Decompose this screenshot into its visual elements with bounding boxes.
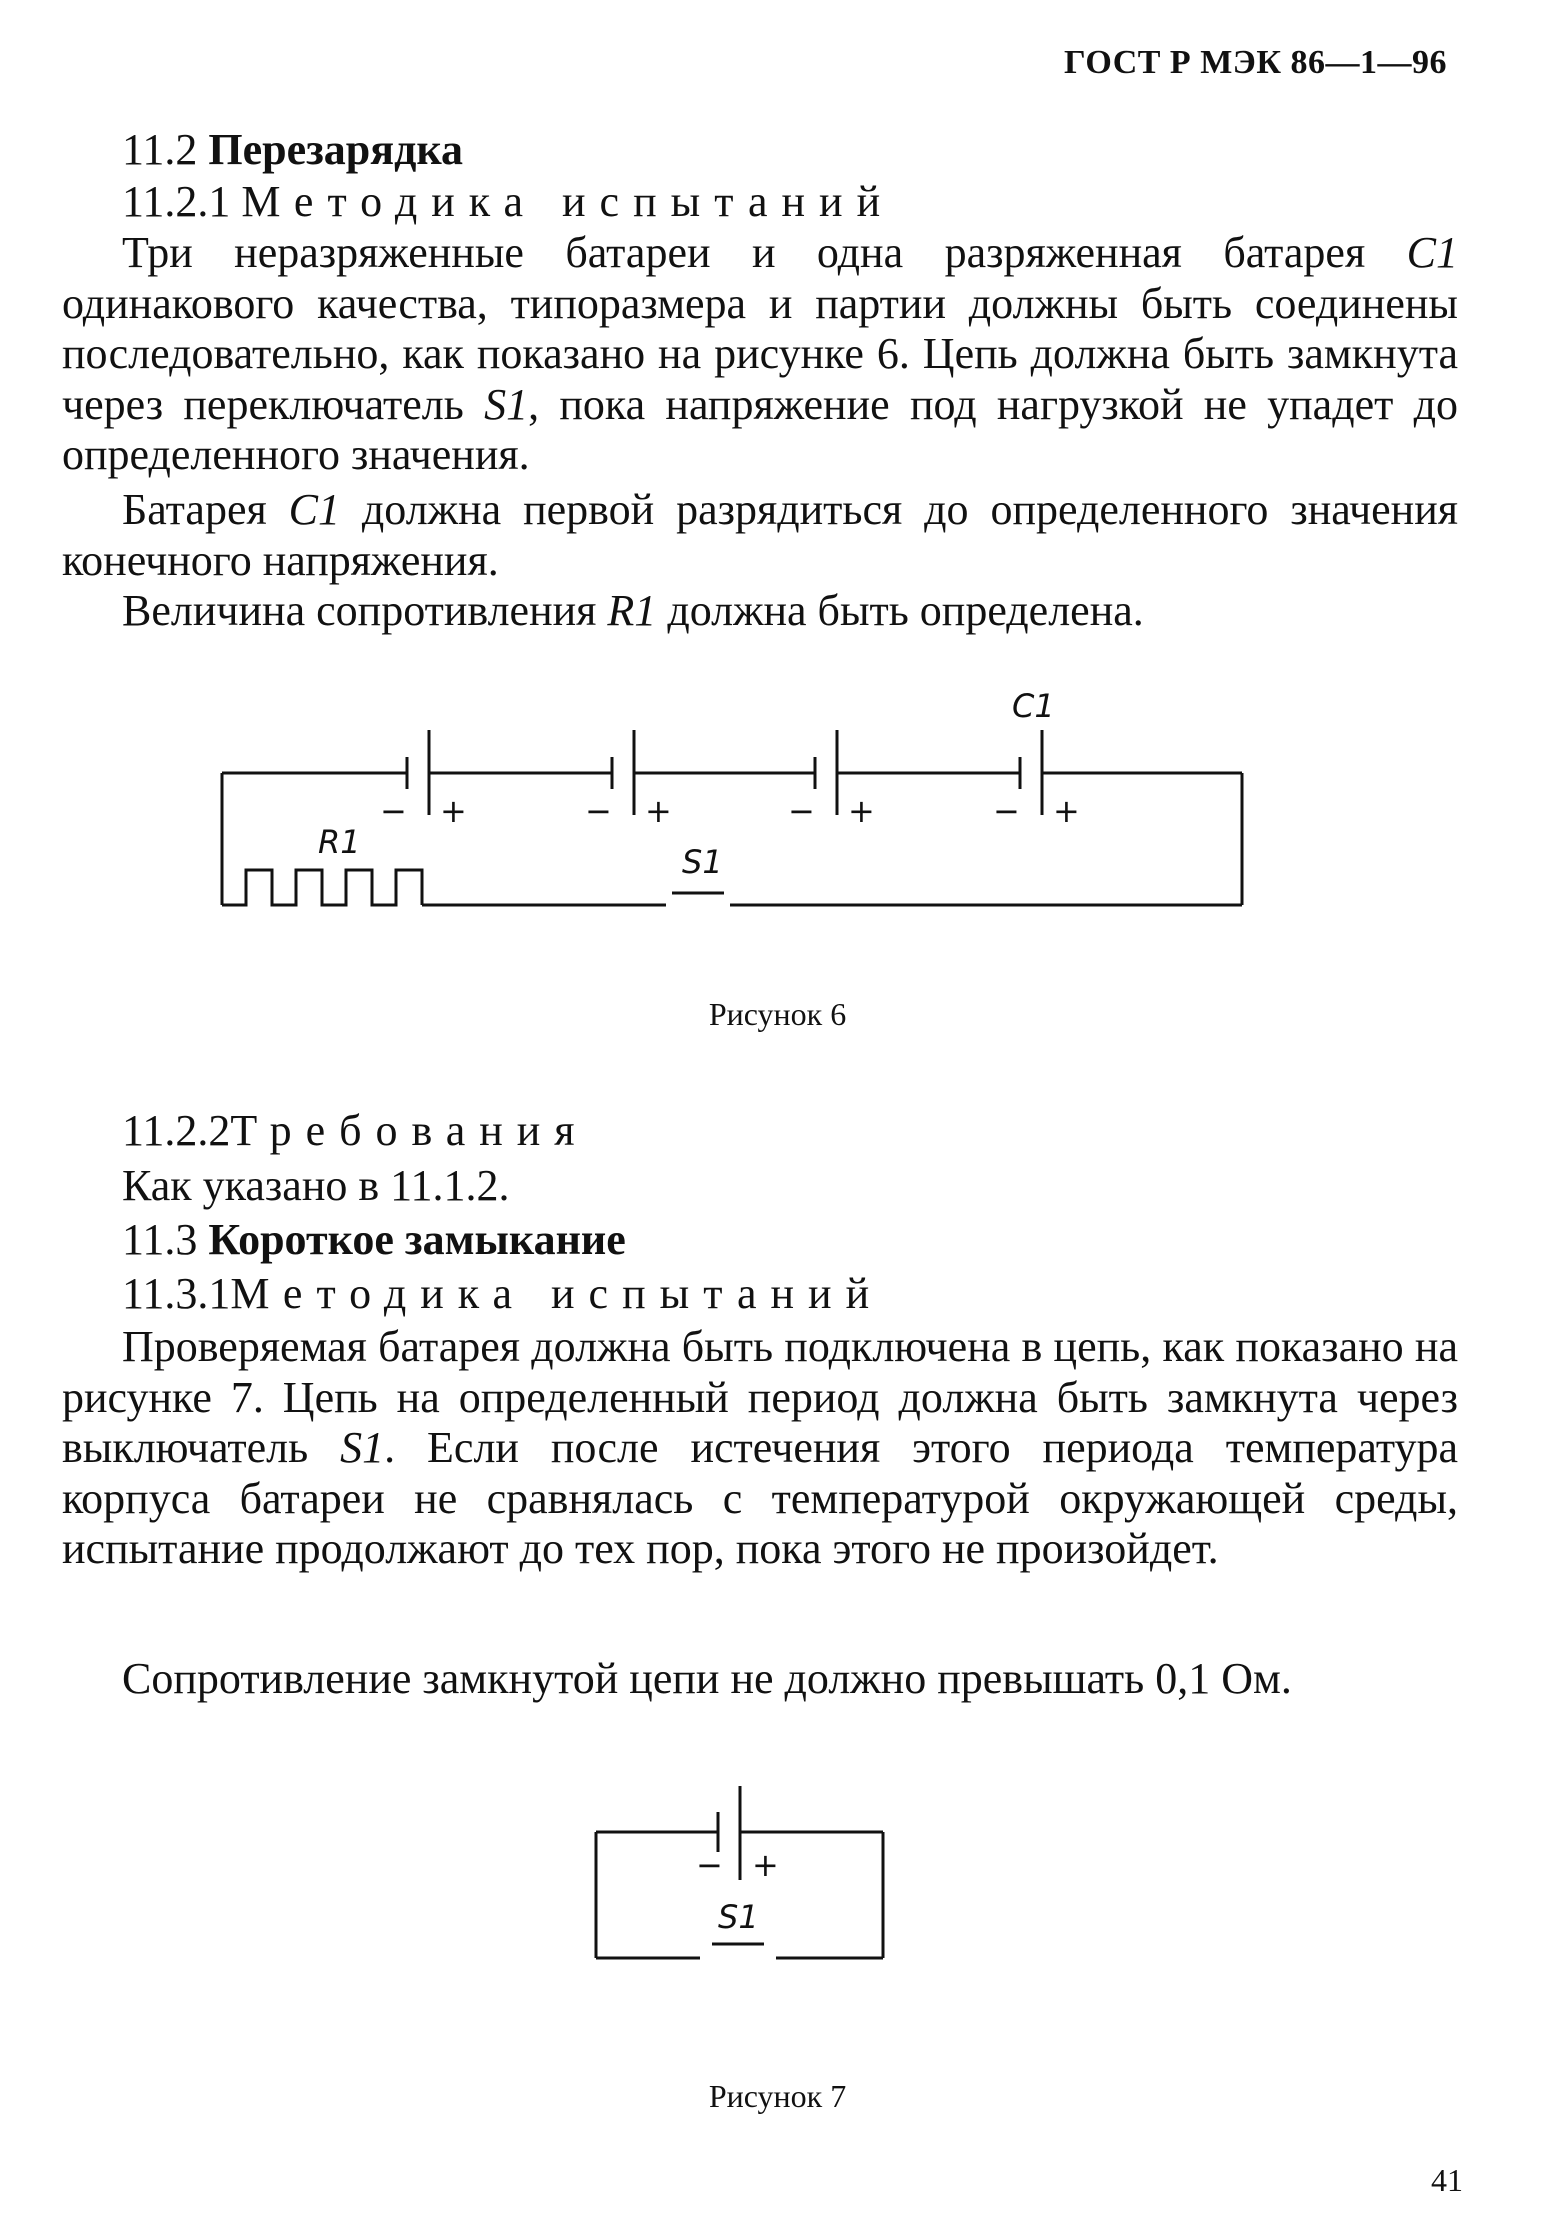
page-number: 41 xyxy=(1431,2162,1463,2198)
battery-1-minus: − xyxy=(380,792,407,830)
subsection-11-2-1-heading xyxy=(122,176,894,228)
paragraph-11-2-1-a: Три неразряженные батареи и одна разряженная батарея C1 одинакового качества, типоразмера и партии должны быть соединены последовательно, как показано на рисунке 6. Цепь должна быть замкнута через переключатель S1, пока напряжение под нагрузкой не упадет до определенного значения. xyxy=(62,228,1458,479)
label-c1: C1 xyxy=(1012,687,1055,725)
battery-3-plus: + xyxy=(848,792,875,830)
label-r1: R1 xyxy=(318,823,361,861)
subsection-11-2-2-heading xyxy=(122,1105,589,1157)
subsection-11-3-1-heading xyxy=(122,1268,883,1320)
paragraph-11-3-1-b: Сопротивление замкнутой цепи не должно превышать 0,1 Ом. xyxy=(122,1654,1292,1703)
resistor-r1 xyxy=(222,870,422,905)
section-11-3-heading xyxy=(122,1214,626,1266)
paragraph-11-3-1-a: Проверяемая батарея должна быть подключена в цепь, как показано на рисунке 7. Цепь на определенный период должна быть замкнута через выключатель S1. Если после истечения этого периода температура корпуса батареи не сравнялась с температурой окружающей среды, испытание продолжают до тех пор, пока этого не произойдет. xyxy=(62,1322,1458,1573)
subsection-number: 11.2.2 xyxy=(122,1106,231,1155)
section-title: Короткое замыкание xyxy=(208,1215,626,1264)
figure-7-caption: Рисунок 7 xyxy=(708,2078,847,2114)
battery-c1-minus: − xyxy=(993,792,1020,830)
battery-2-minus: − xyxy=(585,792,612,830)
subsection-title: Методика испытаний xyxy=(241,177,895,226)
requirements-text: Как указано в 11.1.2. xyxy=(122,1161,510,1210)
figure-6-circuit xyxy=(0,680,1555,940)
section-11-2-heading xyxy=(122,124,463,176)
battery-1-plus: + xyxy=(440,792,467,830)
battery-2-plus: + xyxy=(645,792,672,830)
section-number: 11.2 xyxy=(122,125,198,174)
subsection-number: 11.2.1 xyxy=(122,177,231,226)
paragraph-11-2-1-b: Батарея C1 должна первой разрядиться до определенного значения конечного напряжения. xyxy=(62,485,1459,585)
subsection-title: Методика испытаний xyxy=(230,1269,884,1318)
subsection-number: 11.3.1 xyxy=(122,1269,231,1318)
paragraph-11-2-1-c: Величина сопротивления R1 должна быть определена. xyxy=(122,586,1144,635)
figure-6-caption: Рисунок 6 xyxy=(708,996,847,1032)
label-s1: S1 xyxy=(682,843,723,881)
figure-7-circuit xyxy=(0,1760,1555,1980)
section-number: 11.3 xyxy=(122,1215,198,1264)
subsection-title: Требования xyxy=(230,1106,589,1155)
battery-plus: + xyxy=(752,1846,779,1884)
label-s1: S1 xyxy=(718,1898,759,1936)
battery-c1-plus: + xyxy=(1053,792,1080,830)
section-title: Перезарядка xyxy=(208,125,464,174)
battery-3-minus: − xyxy=(788,792,815,830)
document-header: ГОСТ Р МЭК 86—1—96 xyxy=(1064,44,1447,81)
battery-minus: − xyxy=(696,1846,723,1884)
